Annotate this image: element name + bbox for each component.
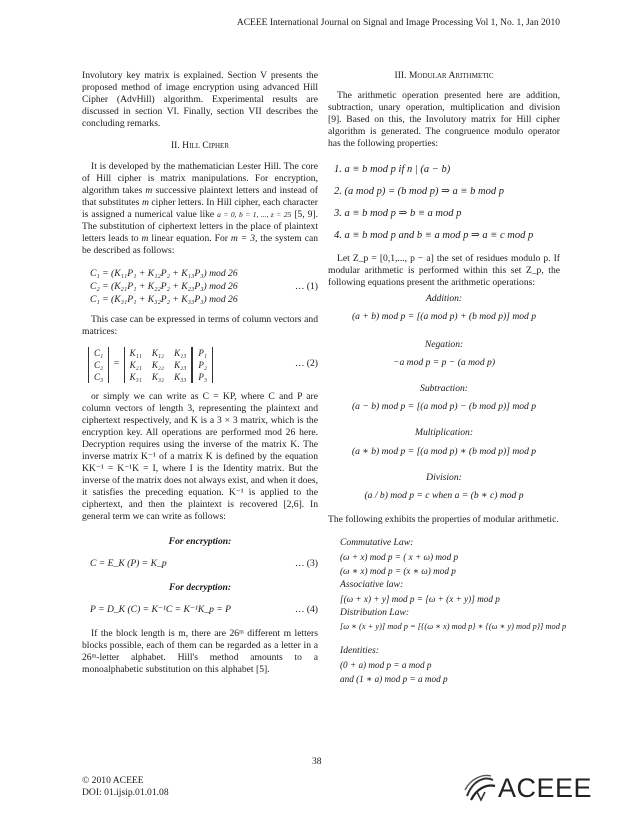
equation-4	[82, 604, 318, 616]
section-3-heading	[328, 70, 560, 82]
equation-3-formula: C = E_K (P) = K_p	[90, 557, 167, 569]
multiplication-formula: (a ∗ b) mod p = [(a mod p) ∗ (b mod p)] mod p	[351, 445, 537, 457]
commutative-law-formula: (ω ∗ x) mod p = (x ∗ ω) mod p	[340, 565, 456, 576]
matrix-k: K₁₁ K₁₂ K₁₃ K₂₁ K₂₂ K₂₃ K₃₁ K₃₂ K₃₃	[124, 347, 193, 383]
equation-1-number: … (1)	[294, 280, 318, 292]
distribution-law-label: Distribution Law:	[340, 606, 410, 618]
section-2-title: Hill Cipher	[182, 140, 230, 152]
inverse-matrix-paragraph: or simply we can write as C = KP, where C and P are column vectors of length 3, representing the plaintext and ciphertext respectively, and K is a 3 × 3 matrix, which is the encryption key. All operations are performed mod 26 here. Decryption requires using the inverse of the matrix K. The inverse matrix K⁻¹ of a matrix K is defined by the equation KK⁻¹ = K⁻¹K = I, where I is the Identity matrix. But the inverse of the matrix does not always exist, and when it does, it satisfies the preceding equation. K⁻¹ is applied to the ciphertext, and then the plaintext is recovered [2,6]. In general term we can write as follows:	[82, 390, 318, 523]
equation-2	[88, 347, 318, 383]
associative-law-label: Associative law:	[340, 578, 404, 590]
commutative-law-formula: (ω + x) mod p = ( x + ω) mod p	[340, 551, 459, 562]
negation-label: Negation:	[424, 339, 464, 351]
multiplication-label: Multiplication:	[414, 427, 474, 439]
equation-1-line: C₁ = (K₃₁P₁ + K₃₂P₂ + K₃₃P₃) mod 26	[90, 294, 238, 306]
identity-formula: and (1 ∗ a) mod p = a mod p	[340, 673, 448, 684]
subtraction-formula: (a − b) mod p = [(a mod p) − (b mod p)] mod p	[351, 401, 537, 413]
residues-paragraph: Let Z_p = [0,1,..., p − a] the set of residues modulo p. If modular arithmetic is performed within this set Z_p, the following equations present the arithmetic operations:	[328, 252, 560, 288]
column-vector-paragraph: This case can be expressed in terms of column vectors and matrices:	[82, 314, 318, 338]
addition-label: Addition:	[425, 292, 463, 304]
laws-list	[340, 536, 567, 686]
division-formula: (a / b) mod p = c when a = (b ∗ c) mod p	[364, 489, 524, 501]
equation-1	[82, 267, 318, 306]
logo-text: ACEEE	[498, 773, 593, 803]
aceee-logo	[463, 770, 593, 804]
subtraction-label: Subtraction:	[420, 383, 468, 395]
section-3-number: III.	[394, 70, 407, 81]
equation-3	[82, 558, 318, 570]
decryption-label: For decryption:	[168, 581, 232, 593]
property-item: 3. a ≡ b mod p ⇒ b ≡ a mod p	[334, 207, 462, 219]
doi: DOI: 01.ijsip.01.01.08	[82, 787, 169, 798]
journal-header: ACEEE International Journal on Signal and Image Processing Vol 1, No. 1, Jan 2010	[236, 18, 560, 28]
property-item: 2. (a mod p) = (b mod p) ⇒ a ≡ b mod p	[334, 185, 504, 197]
equation-4-number: … (4)	[294, 603, 318, 615]
property-item: 4. a ≡ b mod p and b ≡ a mod p ⇒ a ≡ c mod p	[334, 229, 534, 241]
matrix-equals: =	[113, 358, 120, 370]
property-item: 1. a ≡ b mod p if n | (a − b)	[334, 163, 451, 175]
commutative-law-label: Commutative Law:	[340, 536, 414, 548]
left-column	[82, 70, 318, 676]
footer	[82, 775, 169, 799]
equation-3-number: … (3)	[294, 557, 318, 569]
equation-4-formula: P = D_K (C) = K⁻¹C = K⁻¹K_p = P	[90, 603, 232, 615]
addition-formula: (a + b) mod p = [(a mod p) + (b mod p)] mod p	[351, 310, 537, 322]
section-2-heading	[82, 140, 318, 152]
intro-paragraph: Involutory key matrix is explained. Section V presents the proposed method of image encryption using advanced Hill Cipher (AdvHill) algorithm. Experimental results are discussed in section VI. Finally, section VII describes the concluding remarks.	[82, 70, 318, 130]
encryption-label: For encryption:	[168, 535, 232, 547]
equation-2-number: … (2)	[294, 358, 318, 370]
section-2-number: II.	[170, 140, 180, 152]
division-label: Division:	[426, 471, 462, 483]
vector-c: C₁ C₂ C₃	[88, 347, 109, 383]
hill-cipher-paragraph: It is developed by the mathematician Lester Hill. The core of Hill cipher is matrix manipulations. For encryption, algorithm takes m successive plaintext letters and instead of that substitutes m cipher letters. In Hill cipher, each character is assigned a numerical value like a = 0, b = 1, ..., z = 25 [5, 9]. The substitution of ciphertext letters in the place of plaintext letters leads to m linear equation. For m = 3, the system can be described as follows:	[82, 160, 319, 257]
modular-arithmetic-paragraph: The arithmetic operation presented here are addition, subtraction, unary operation, multiplication and division [9]. Based on this, the Involutory matrix for Hill cipher algorithm is generated. The congruence modulo operator has the following properties:	[328, 90, 560, 150]
page-number: 38	[312, 756, 322, 767]
congruence-properties	[334, 159, 560, 247]
distribution-law-formula: [ω ∗ (x + y)] mod p = [{(ω ∗ x) mod p} ∗ {(ω ∗ y) mod p}] mod p	[340, 621, 567, 631]
section-3-title: Modular Arithmetic	[408, 70, 494, 81]
equation-1-line: C₁ = (K₁₁P₁ + K₁₂P₂ + K₁₃P₃) mod 26	[90, 268, 238, 280]
vector-p: P₁ P₂ P₃	[192, 347, 213, 383]
equation-1-line: C₂ = (K₂₁P₁ + K₂₂P₂ + K₂₃P₃) mod 26	[90, 281, 238, 293]
associative-law-formula: [(ω + x) + y] mod p = [ω + (x + y)] mod p	[340, 593, 500, 604]
right-column	[328, 70, 567, 686]
negation-formula: −a mod p = p − (a mod p)	[392, 357, 496, 369]
block-length-paragraph: If the block length is m, there are 26ᵐ different m letters blocks possible, each of them can be regarded as a letter in a 26ᵐ-letter alphabet. Hill's method amounts to a monoalphabetic substitution on this alphabet [5].	[82, 627, 318, 676]
copyright: © 2010 ACEEE	[82, 775, 144, 786]
logo-swirl-icon	[463, 770, 497, 804]
properties-intro-paragraph: The following exhibits the properties of modular arithmetic.	[328, 513, 559, 525]
identity-formula: (0 + a) mod p = a mod p	[340, 659, 432, 670]
identities-label: Identities:	[340, 644, 379, 656]
